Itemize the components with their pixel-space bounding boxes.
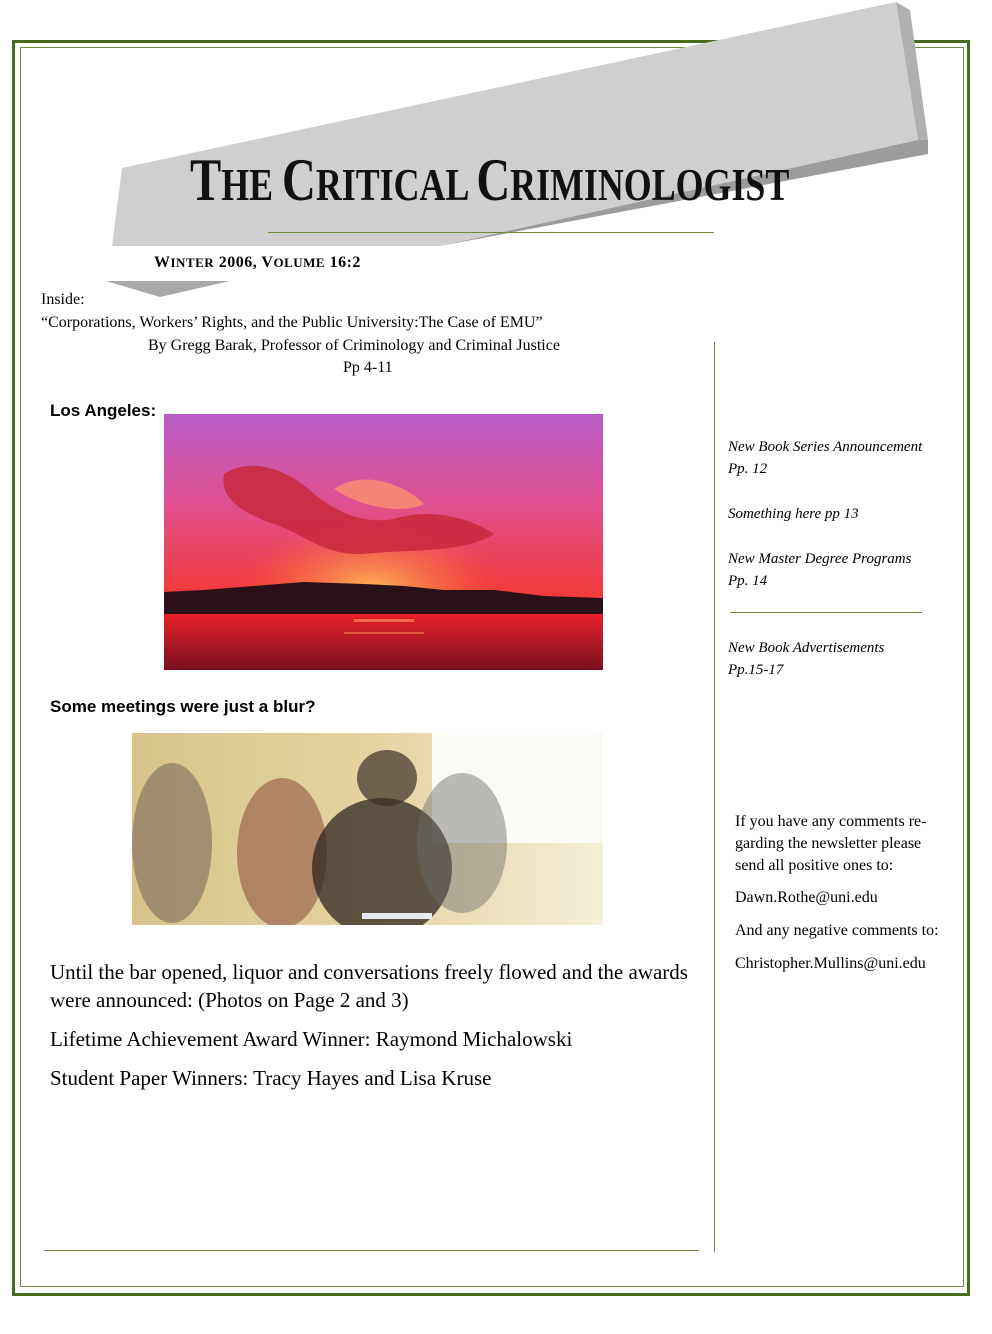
sunset-caption: Los Angeles: bbox=[50, 401, 157, 420]
sidebar-item: New Master Degree Programs Pp. 14 bbox=[728, 551, 912, 589]
student-paper-line: Student Paper Winners: Tracy Hayes and Lisa Kruse bbox=[50, 1066, 492, 1090]
title-word: THE bbox=[190, 147, 274, 213]
title-word: CRITICAL bbox=[282, 147, 468, 213]
bottom-rule bbox=[44, 1250, 699, 1251]
negative-note: And any negative comments to: bbox=[735, 922, 939, 939]
sidebar-item: Something here pp 13 bbox=[728, 506, 859, 522]
issue-line: WINTER 2006, VOLUME 16:2 bbox=[154, 254, 361, 271]
sidebar-item: New Book Advertisements Pp.15-17 bbox=[728, 640, 885, 678]
title-rule bbox=[268, 232, 714, 233]
column-divider bbox=[714, 342, 715, 1252]
sidebar-item: New Book Series Announcement Pp. 12 bbox=[728, 439, 923, 477]
inside-article-title: “Corporations, Workers’ Rights, and the Public University:The Case of EMU” bbox=[41, 314, 543, 331]
negative-email: Christopher.Mullins@uni.edu bbox=[735, 955, 926, 972]
inside-pages: Pp 4-11 bbox=[343, 359, 393, 376]
sunset-photo bbox=[164, 414, 603, 670]
lifetime-award-line: Lifetime Achievement Award Winner: Raymond Michalowski bbox=[50, 1027, 573, 1051]
blur-caption: Some meetings were just a blur? bbox=[50, 697, 316, 716]
positive-email: Dawn.Rothe@uni.edu bbox=[735, 889, 878, 906]
blurry-meeting-photo bbox=[132, 733, 603, 925]
title-word: CRIMINOLOGIST bbox=[476, 147, 790, 213]
newsletter-title bbox=[190, 146, 789, 215]
sidebar-rule bbox=[730, 612, 922, 613]
comments-note: If you have any comments re-garding the newsletter please send all positive ones to: bbox=[735, 813, 927, 874]
body-paragraph: Until the bar opened, liquor and conversations freely flowed and the awards were announced: (Photos on Page 2 and 3) bbox=[50, 960, 688, 1012]
inside-byline: By Gregg Barak, Professor of Criminology and Criminal Justice bbox=[148, 337, 560, 354]
inside-label: Inside: bbox=[41, 291, 85, 308]
